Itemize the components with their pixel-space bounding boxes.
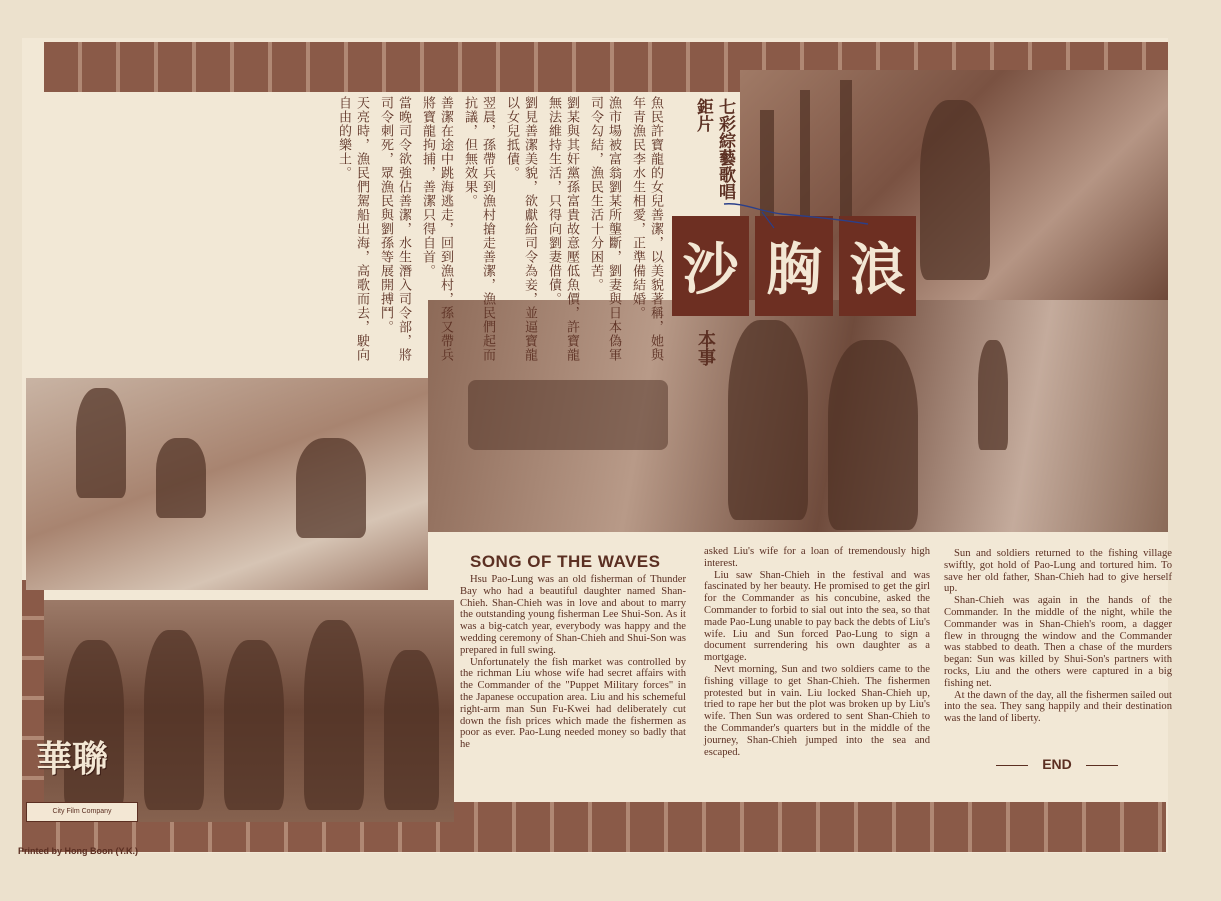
- english-paragraph: Hsu Pao-Lung was an old fisherman of Thunder Bay who had a beautiful daughter named Shan-Chieh. Shan-Chieh was in love and about to marry the outstanding young fisherman Lee Shui-Son. As it was a big-catch year, everybody was happy and the wedding ceremony of Shan-Chieh and Shui-Son was prepared in full swing.: [460, 574, 686, 656]
- english-paragraph: At the dawn of the day, all the fishermen sailed out into the sea. They sang happily and their destination was the land of liberty.: [944, 689, 1172, 725]
- end-marker: END: [996, 756, 1118, 772]
- logo-ribbon: City Film Company: [26, 802, 138, 822]
- story-label: 本事: [695, 330, 716, 366]
- chinese-paragraph: 劉見善潔美貌，欲獻給司令為妾，並逼寶龍以女兒抵債。: [504, 96, 537, 362]
- english-column-2: [704, 546, 930, 758]
- chinese-paragraph: 天亮時，漁民們駕船出海，高歌而去，駛向自由的樂土。: [336, 96, 369, 362]
- english-column-1: [460, 574, 686, 751]
- film-genre-subtitle: 七彩綜藝歌唱鉅片: [693, 98, 735, 200]
- title-character: 浪: [839, 216, 916, 316]
- english-paragraph: Nevt morning, Sun and two soldiers came to the fishing village to get Shan-Chieh. The fishermen protested but in vain. Liu locked Shan-Chieh up, tried to rape her but the plot was broken up by Liu's wife. Then Sun was ordered to sent Shan-Chieh to the Commander's quarters but in the middle of the journey, Shan-Chieh jumped into the sea and escaped.: [704, 663, 930, 758]
- pen-scribble: [722, 198, 870, 232]
- chinese-synopsis: [44, 96, 664, 372]
- studio-logo: [26, 740, 136, 828]
- chinese-paragraph: 翌晨，孫帶兵到漁村搶走善潔，漁民們起而抗議，但無效果。: [462, 96, 495, 362]
- printer-credit: Printed by Hong Boon (Y.K.): [18, 846, 138, 856]
- chinese-paragraph: 魚民許寶龍的女兒善潔，以美貌著稱，她與年青漁民李水生相愛，正準備結婚。: [630, 96, 663, 362]
- english-paragraph: asked Liu's wife for a loan of tremendously high interest.: [704, 546, 930, 569]
- title-character: 胸: [755, 216, 832, 316]
- chinese-paragraph: 漁市場被富翁劉某所壟斷，劉妻與日本偽軍司令勾結，漁民生活十分困苦。: [588, 96, 621, 362]
- chinese-paragraph: 當晚司令欲強佔善潔，水生潛入司令部，將司令刺死，眾漁民與劉孫等展開搏鬥。: [378, 96, 411, 362]
- title-character: 沙: [672, 216, 749, 316]
- chinese-paragraph: 劉某與其奸黨孫富貴故意壓低魚價，許寶龍無法維持生活，只得向劉妻借債。: [546, 96, 579, 362]
- english-paragraph: Liu saw Shan-Chieh in the festival and was fascinated by her beauty. He promised to get the girl for the Commander as his concubine, asked the Commander to forbid to sial out into the sea, so that made Pao-Lung unable to pay back the debts of Liu's wife. Liu and Sun forced Pao-Lung to sign a document surrendering his own daughter as a mortgage.: [704, 569, 930, 664]
- english-paragraph: Unfortunately the fish market was controlled by the richman Liu whose wife had secret affairs with the Commander of the "Puppet Military forces" in the Japanese occupation area. Liu and his schemeful right-arm man Sun Fu-Kwei had deliberately cut down the fish prices which made the fishermen as poor as ever. Pao-Lung needed money so badly that he: [460, 656, 686, 751]
- english-title: SONG OF THE WAVES: [470, 552, 661, 571]
- logo-characters: 華聯: [36, 738, 109, 780]
- english-paragraph: Shan-Chieh was again in the hands of the Commander. In the middle of the night, while the Commander was in Shan-Chieh's room, a dagger flew in througng the window and the Commander was stabbed to death. Then a chase of the murders began: Sun was killed by Shui-Son's partners with rocks, Liu and the others were captured in a big fishing net.: [944, 595, 1172, 689]
- photo-women-on-beach: [26, 378, 428, 590]
- english-paragraph: Sun and soldiers returned to the fishing village swiftly, got hold of Pao-Lung and tortured him. To save her old father, Shan-Chieh had to give herself up.: [944, 548, 1172, 595]
- chinese-paragraph: 善潔在途中跳海逃走，回到漁村，孫又帶兵將寶龍拘捕，善潔只得自首。: [420, 96, 453, 362]
- english-column-3: [944, 548, 1172, 725]
